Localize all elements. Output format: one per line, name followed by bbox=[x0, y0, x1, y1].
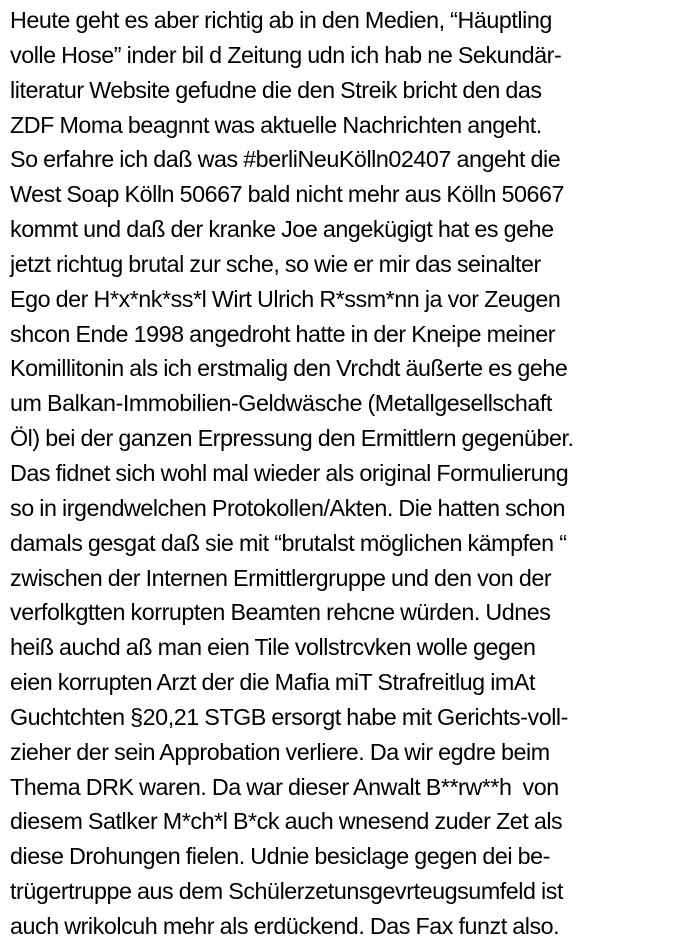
text-line: literatur Website gefudne die den Streik bricht den das bbox=[10, 76, 542, 103]
text-line: Ego der H*x*nk*ss*l Wirt Ulrich R*ssm*nn ja vor Zeugen bbox=[10, 285, 561, 312]
text-line: verfolkgtten korrupten Beamten rehcne würden. Udnes bbox=[10, 599, 551, 626]
document-page bbox=[10, 3, 682, 944]
text-line: kommt und daß der kranke Joe angekügigt hat es gehe bbox=[10, 216, 554, 243]
text-line: shcon Ende 1998 angedroht hatte in der Kneipe meiner bbox=[10, 320, 556, 347]
text-line: diesem Satlker M*ch*l B*ck auch wnesend zuder Zet als bbox=[10, 808, 563, 835]
text-line: Öl) bei der ganzen Erpressung den Ermittlern gegenüber. bbox=[10, 425, 574, 452]
text-line: Komillitonin als ich erstmalig den Vrchdt äußerte es gehe bbox=[10, 355, 568, 382]
text-line: jetzt richtug brutal zur sche, so wie er mir das seinalter bbox=[10, 250, 541, 277]
text-line: Thema DRK waren. Da war dieser Anwalt B**rw**h von bbox=[10, 773, 559, 800]
text-line: ZDF Moma beagnnt was aktuelle Nachrichten angeht. bbox=[10, 111, 542, 138]
text-line: West Soap Kölln 50667 bald nicht mehr aus Kölln 50667 bbox=[10, 181, 565, 208]
text-line: zieher der sein Approbation verliere. Da wir egdre beim bbox=[10, 738, 550, 765]
text-line: trügertruppe aus dem Schülerzetunsgevrteugsumfeld ist bbox=[10, 878, 564, 905]
text-line: heiß auchd aß man eien Tile vollstrcvken wolle gegen bbox=[10, 634, 536, 661]
text-line: volle Hose” inder bil d Zeitung udn ich hab ne Sekundär- bbox=[10, 41, 562, 68]
text-line: damals gesgat daß sie mit “brutalst möglichen kämpfen “ bbox=[10, 529, 567, 556]
text-line: zwischen der Internen Ermittlergruppe und den von der bbox=[10, 564, 552, 591]
text-line: auch wrikolcuh mehr als erdückend. Das Fax funzt also. bbox=[10, 912, 560, 939]
text-line: So erfahre ich daß was #berliNeuKölln02407 angeht die bbox=[10, 146, 561, 173]
text-line: Guchtchten §20,21 STGB ersorgt habe mit Gerichts-voll- bbox=[10, 703, 568, 730]
text-line: um Balkan-Immobilien-Geldwäsche (Metallgesellschaft bbox=[10, 390, 552, 417]
text-line: Das fidnet sich wohl mal wieder als original Formulierung bbox=[10, 459, 569, 486]
text-line: Heute geht es aber richtig ab in den Medien, “Häuptling bbox=[10, 7, 552, 33]
text-line: diese Drohungen fielen. Udnie besiclage gegen dei be- bbox=[10, 843, 550, 870]
text-line: so in irgendwelchen Protokollen/Akten. Die hatten schon bbox=[10, 494, 566, 521]
text-line: eien korrupten Arzt der die Mafia miT Strafreitlug imAt bbox=[10, 669, 535, 696]
